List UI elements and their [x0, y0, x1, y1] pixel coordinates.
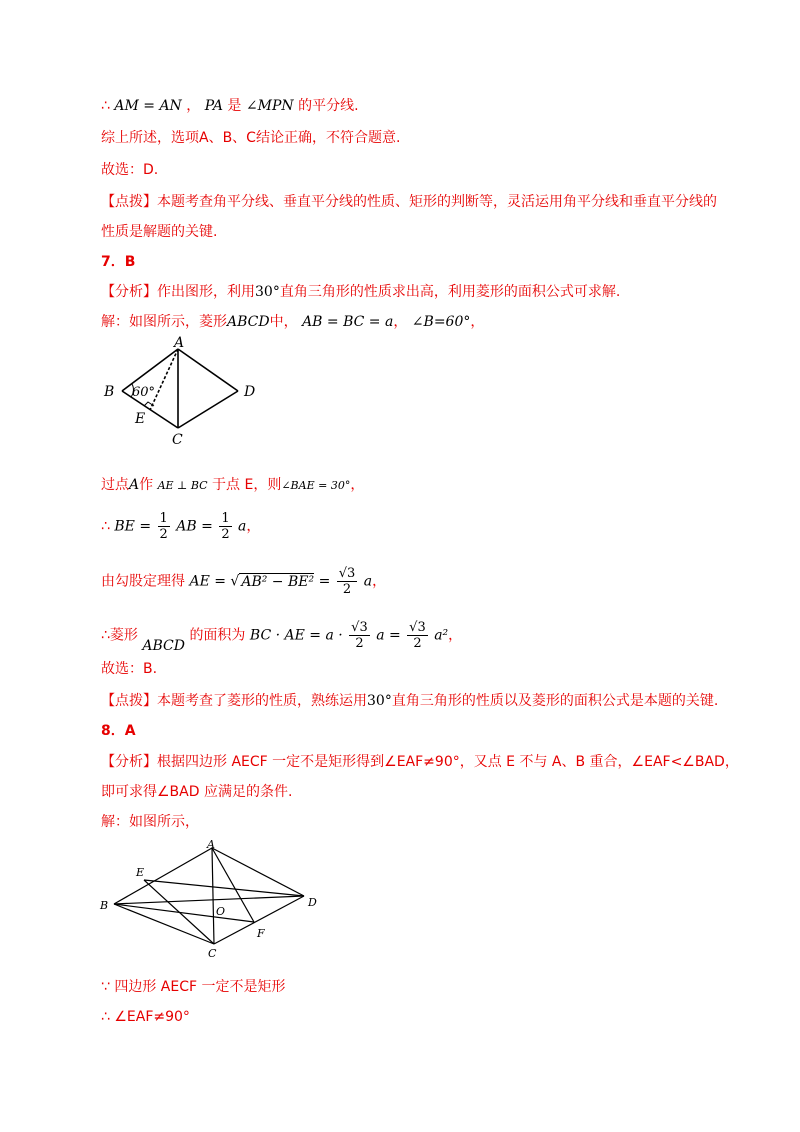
- text: 直角三角形的性质求出高，利用菱形的面积公式可求解.: [279, 284, 621, 300]
- text: 由勾股定理得: [101, 573, 185, 590]
- math-expr: AE ⊥ BC: [157, 479, 208, 492]
- fraction: $\frac{√3}{2}$: [351, 620, 368, 651]
- text-line-2: 综上所述，选项A、B、C结论正确，不符合题意.: [101, 130, 401, 146]
- text: ，: [372, 573, 387, 590]
- math-expr: 30°: [255, 284, 280, 300]
- text: ，: [186, 98, 201, 114]
- label-A: A: [174, 336, 185, 351]
- text: 作: [139, 477, 154, 493]
- math-expr: AE =: [189, 573, 226, 590]
- text: 于点 E，则: [212, 477, 282, 493]
- text-line-7: [101, 282, 620, 302]
- text-line-4: 【点拨】本题考查角平分线、垂直平分线的性质、矩形的判断等，灵活运用角平分线和垂直平分线的: [101, 194, 717, 210]
- math-expr: ABCD: [142, 637, 185, 654]
- therefore-symbol: ∴: [101, 518, 110, 535]
- fraction: $\frac{√3}{2}$: [338, 566, 356, 597]
- math-expr: ∠B=60°: [411, 314, 471, 330]
- text-line-14: [101, 691, 718, 711]
- label-E: E: [136, 866, 145, 879]
- text: 的面积为: [189, 627, 246, 644]
- math-expr: a: [238, 518, 247, 535]
- text: ，: [246, 518, 261, 535]
- math-expr: ABCD: [227, 314, 270, 330]
- text-line-12: [101, 620, 463, 654]
- math-expr: ∠MPN: [245, 98, 294, 114]
- text-line-1: [101, 96, 359, 116]
- text-line-8: [101, 312, 484, 332]
- text: 是: [227, 98, 242, 114]
- label-D: D: [244, 384, 256, 400]
- math-expr: BC · AE = a ·: [249, 627, 343, 644]
- math-expr: =: [318, 573, 331, 590]
- figure-rhombus-1: [98, 336, 268, 448]
- text-line-11: 由勾股定理得 AE = √ AB² − BE² = $\frac{√3}{2}$ a，: [101, 566, 387, 597]
- label-E: E: [135, 411, 146, 427]
- math-expr: A: [129, 477, 140, 493]
- fraction: $\frac{√3}{2}$: [409, 620, 426, 651]
- text-line-13: 故选：B.: [101, 661, 158, 677]
- label-C: C: [208, 947, 217, 960]
- math-expr: ∠BAE = 30°: [281, 479, 351, 492]
- math-expr: AM = AN: [114, 98, 182, 114]
- fraction: $\frac{1}{2}$: [221, 511, 230, 542]
- text-line-18: 解：如图所示，: [101, 814, 199, 830]
- text: 过点: [101, 477, 129, 493]
- label-angle-60: 60°: [132, 385, 156, 400]
- text: ∴菱形: [101, 627, 138, 644]
- label-B: B: [104, 384, 115, 400]
- text: 中，: [269, 314, 298, 330]
- text-line-5: 性质是解题的关键.: [101, 224, 218, 240]
- text: 【点拨】本题考查了菱形的性质，熟练运用: [101, 693, 367, 709]
- math-expr: a: [363, 573, 373, 590]
- label-O: O: [216, 905, 226, 918]
- text-line-9: [101, 475, 364, 496]
- math-expr: a =: [376, 627, 401, 644]
- fraction: $\frac{1}{2}$: [159, 511, 168, 542]
- sqrt-expr: AB² − BE²: [241, 573, 315, 590]
- text-line-20: ∴ ∠EAF≠90°: [101, 1009, 190, 1025]
- label-B: B: [100, 899, 109, 912]
- text: ，: [350, 477, 365, 493]
- label-D: D: [308, 896, 317, 909]
- text: 解：如图所示，菱形: [101, 314, 227, 330]
- math-expr: AB =: [176, 518, 213, 535]
- text-line-3: 故选：D.: [101, 162, 159, 178]
- label-C: C: [172, 432, 183, 448]
- text: ，: [448, 627, 463, 644]
- text: ，: [393, 314, 408, 330]
- math-expr: a²: [434, 627, 449, 644]
- therefore-symbol: ∴: [101, 98, 110, 114]
- text-line-10: [101, 511, 260, 542]
- math-expr: AB = BC = a: [302, 314, 394, 330]
- text: 直角三角形的性质以及菱形的面积公式是本题的关键.: [391, 693, 719, 709]
- text-line-17: 即可求得∠BAD 应满足的条件.: [101, 784, 293, 800]
- math-expr: PA: [204, 98, 223, 114]
- question-number-7: 7．B: [101, 254, 136, 270]
- text: 【分析】作出图形，利用: [101, 284, 255, 300]
- math-expr: 30°: [367, 693, 392, 709]
- label-F: F: [257, 927, 265, 940]
- question-number-8: 8．A: [101, 723, 136, 739]
- text-line-19: ∵ 四边形 AECF 一定不是矩形: [101, 979, 286, 995]
- math-expr: BE =: [114, 518, 152, 535]
- figure-rhombus-2: [96, 840, 326, 960]
- text: 的平分线.: [298, 98, 359, 114]
- text-line-16: 【分析】根据四边形 AECF 一定不是矩形得到∠EAF≠90°，又点 E 不与 A、B 重合，∠EAF<∠BAD，: [101, 754, 739, 770]
- text: ，: [470, 314, 485, 330]
- label-A: A: [207, 840, 215, 851]
